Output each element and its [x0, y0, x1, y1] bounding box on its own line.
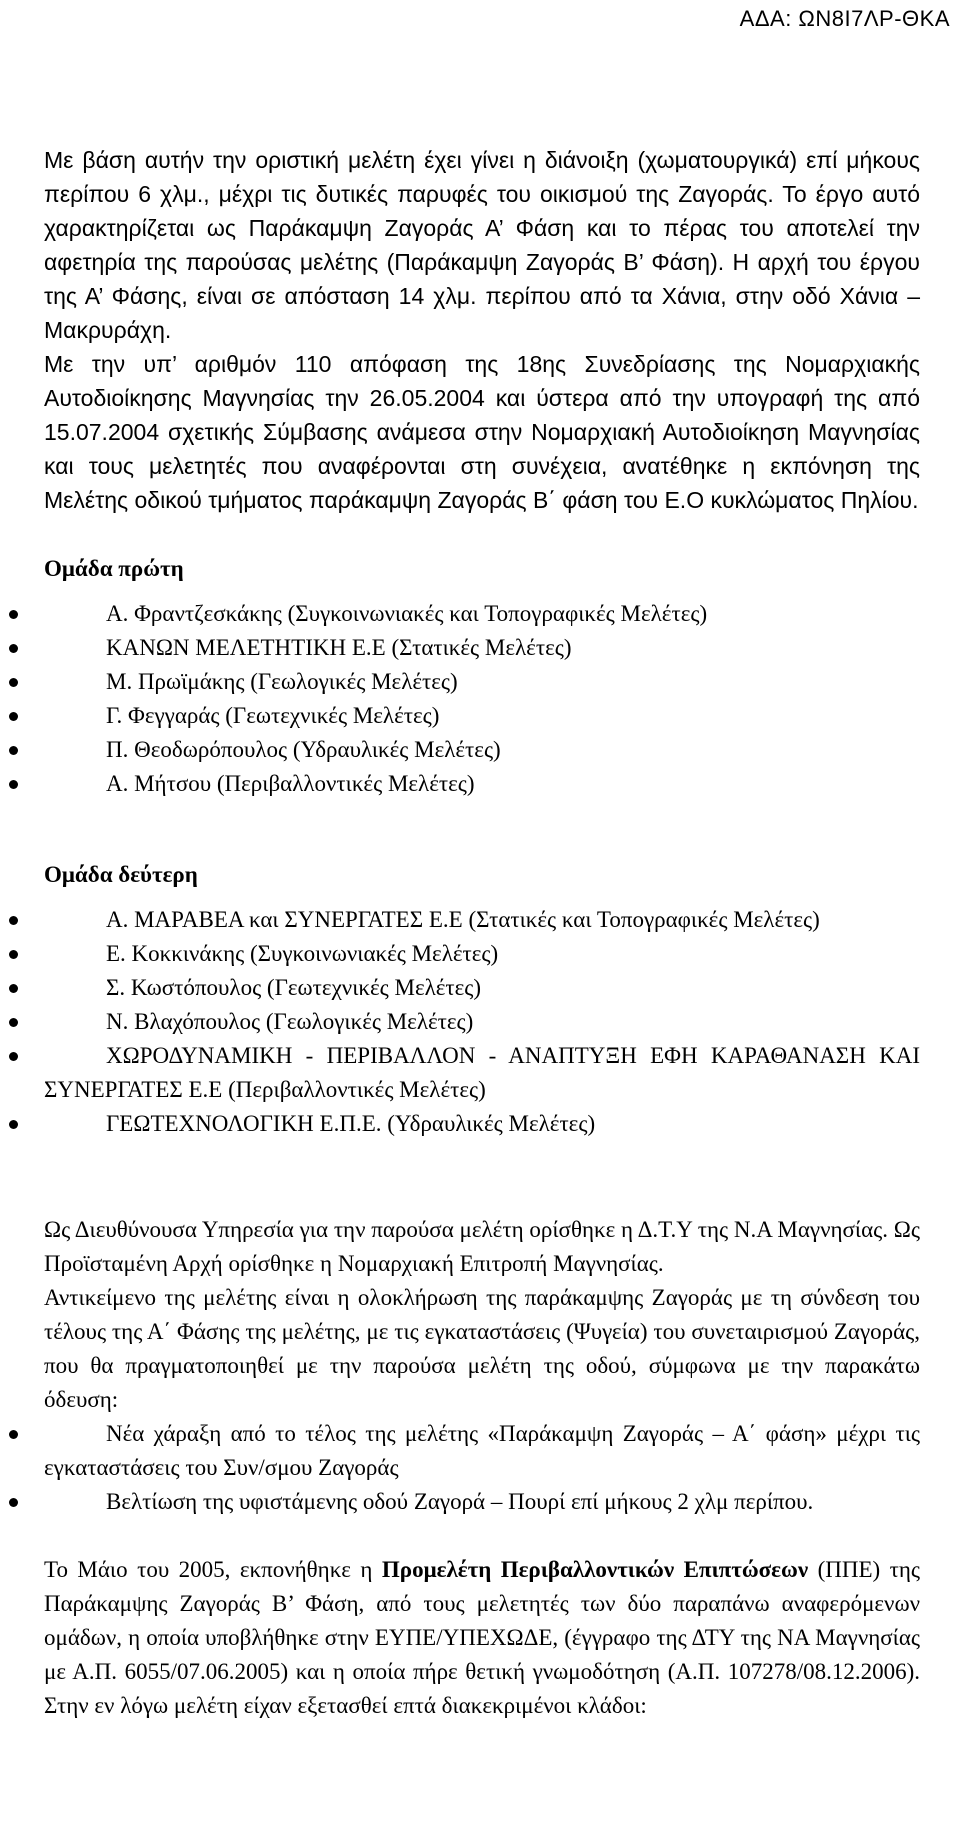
object-paragraph: Αντικείμενο της μελέτης είναι η ολοκλήρωση της παράκαμψης Ζαγοράς με τη σύνδεση του τέλους της Α΄ Φάσης της μελέτης, με τις εγκαταστάσεις (Ψυγεία) του συνεταιρισμού Ζαγοράς, που θα πραγματοποιηθεί με την παρούσα μελέτη της οδού, σύμφωνα με την παρακάτω όδευση: — [44, 1285, 920, 1412]
list-item: Α. ΜΑΡΑΒΕΑ και ΣΥΝΕΡΓΑΤΕΣ Ε.Ε (Στατικές και Τοπογραφικές Μελέτες) — [44, 903, 920, 937]
ppe-text-after: (ΠΠΕ) της Παράκαμψης Ζαγοράς Β’ Φάση, από τους μελετητές των δύο παραπάνω αναφερόμενων ομάδων, η οποία υποβλήθηκε στην ΕΥΠΕ/ΥΠΕΧΩΔΕ, (έγγραφο της ΔΤΥ της ΝΑ Μαγνησίας με Α.Π. 6055/07.06.2005) και η οποία πήρε θετική γνωμοδότηση (Α.Π. 107278/08.12.2006). Στην εν λόγω μελέτη είχαν εξετασθεί επτά διακεκριμένοι κλάδοι: — [44, 1557, 920, 1718]
ppe-text-before: Το Μάιο του 2005, εκπονήθηκε η — [44, 1557, 382, 1582]
body-section — [44, 1213, 920, 1723]
list-item: ΓΕΩΤΕΧΝΟΛΟΓΙΚΗ Ε.Π.Ε. (Υδραυλικές Μελέτες) — [44, 1107, 920, 1141]
list-item: Σ. Κωστόπουλος (Γεωτεχνικές Μελέτες) — [44, 971, 920, 1005]
intro-section — [44, 143, 920, 517]
list-item: Α. Μήτσου (Περιβαλλοντικές Μελέτες) — [44, 767, 920, 801]
group-two-section — [44, 858, 920, 1141]
intro-paragraph-2: Με την υπ’ αριθμόν 110 απόφαση της 18ης Συνεδρίασης της Νομαρχιακής Αυτοδιοίκησης Μαγνησίας την 26.05.2004 και ύστερα από την υπογραφή της από 15.07.2004 σχετικής Σύμβασης ανάμεσα στην Νομαρχιακή Αυτοδιοίκηση Μαγνησίας και τους μελετητές που αναφέρονται στη συνέχεια, ανατέθηκε η εκπόνηση της Μελέτης οδικού τμήματος παράκαμψη Ζαγοράς Β΄ φάση του Ε.Ο κυκλώματος Πηλίου. — [44, 351, 920, 513]
list-item: Νέα χάραξη από το τέλος της μελέτης «Παράκαμψη Ζαγοράς – Α΄ φάση» μέχρι τις εγκαταστάσεις του Συν/σμου Ζαγοράς — [44, 1417, 920, 1485]
ada-header: ΑΔΑ: ΩΝ8Ι7ΛΡ-ΘΚΑ — [739, 6, 950, 31]
ppe-paragraph — [44, 1553, 920, 1723]
group-two-list — [44, 903, 920, 1141]
list-item: ΧΩΡΟΔΥΝΑΜΙΚΗ - ΠΕΡΙΒΑΛΛΟΝ - ΑΝΑΠΤΥΞΗ ΕΦΗ ΚΑΡΑΘΑΝΑΣΗ ΚΑΙ ΣΥΝΕΡΓΑΤΕΣ Ε.Ε (Περιβαλλοντικές Μελέτες) — [44, 1039, 920, 1107]
list-item: Π. Θεοδωρόπουλος (Υδραυλικές Μελέτες) — [44, 733, 920, 767]
list-item: Μ. Πρωϊμάκης (Γεωλογικές Μελέτες) — [44, 665, 920, 699]
authority-paragraph: Ως Διευθύνουσα Υπηρεσία για την παρούσα μελέτη ορίσθηκε η Δ.Τ.Υ της Ν.Α Μαγνησίας. Ως Προϊσταμένη Αρχή ορίσθηκε η Νομαρχιακή Επιτροπή Μαγνησίας. — [44, 1217, 920, 1276]
list-item: Βελτίωση της υφιστάμενης οδού Ζαγορά – Πουρί επί μήκους 2 χλμ περίπου. — [44, 1485, 920, 1519]
ppe-bold-title: Προμελέτη Περιβαλλοντικών Επιπτώσεων — [381, 1557, 809, 1582]
group-two-title: Ομάδα δεύτερη — [44, 862, 198, 887]
list-item: ΚΑΝΩΝ ΜΕΛΕΤΗΤΙΚΗ Ε.Ε (Στατικές Μελέτες) — [44, 631, 920, 665]
group-one-section — [44, 552, 920, 801]
group-one-title: Ομάδα πρώτη — [44, 556, 184, 581]
route-list — [44, 1417, 920, 1519]
list-item: Γ. Φεγγαράς (Γεωτεχνικές Μελέτες) — [44, 699, 920, 733]
group-one-list — [44, 597, 920, 801]
list-item: Ν. Βλαχόπουλος (Γεωλογικές Μελέτες) — [44, 1005, 920, 1039]
list-item: Ε. Κοκκινάκης (Συγκοινωνιακές Μελέτες) — [44, 937, 920, 971]
list-item: Α. Φραντζεσκάκης (Συγκοινωνιακές και Τοπογραφικές Μελέτες) — [44, 597, 920, 631]
intro-paragraph-1: Με βάση αυτήν την οριστική μελέτη έχει γίνει η διάνοιξη (χωματουργικά) επί μήκους περίπου 6 χλμ., μέχρι τις δυτικές παρυφές του οικισμού της Ζαγοράς. Το έργο αυτό χαρακτηρίζεται ως Παράκαμψη Ζαγοράς Α’ Φάση και το πέρας του αποτελεί την αφετηρία της παρούσας μελέτης (Παράκαμψη Ζαγοράς Β’ Φάση). Η αρχή του έργου της Α’ Φάσης, είναι σε απόσταση 14 χλμ. περίπου από τα Χάνια, στην οδό Χάνια – Μακρυράχη. — [44, 147, 920, 343]
